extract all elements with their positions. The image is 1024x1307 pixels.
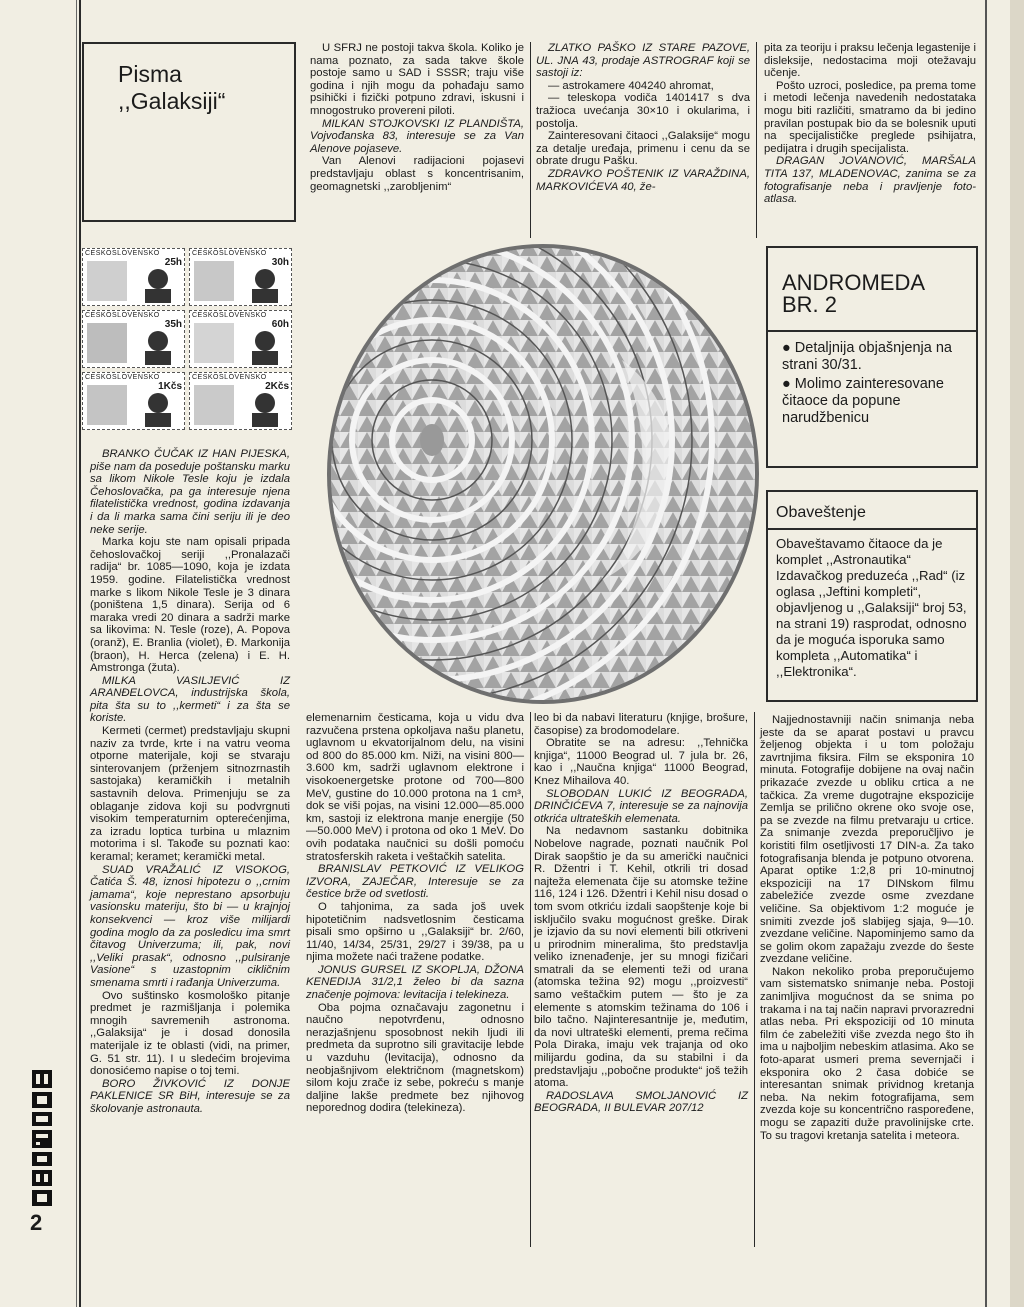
letters-column-2-bottom — [306, 712, 524, 1115]
page-number: 2 — [30, 1210, 43, 1235]
letter-paragraph: ZLATKO PAŠKO IZ STARE PAZOVE, UL. JNA 43, prodaje ASTROGRAF koji se sastoji iz: — [536, 42, 750, 80]
stamp-value: 25h — [164, 257, 182, 268]
notice-bullet: ● Molimo zainteresovane čitaoce da popune narudžbenicu — [782, 376, 944, 426]
column-rule — [754, 712, 755, 1247]
divider — [768, 528, 976, 530]
stamp-portrait-icon — [190, 249, 291, 305]
stamp-country: ČESKOSLOVENSKO — [192, 374, 267, 381]
answer-paragraph: pita za teoriju i praksu lečenja legastenije i disleksije, nedostacima moji otežavaju učenje. — [764, 42, 976, 80]
column-rule — [79, 0, 81, 1307]
answer-paragraph: — astrokamere 404240 ahromat, — [548, 79, 714, 92]
stamp-country: ČESKOSLOVENSKO — [192, 312, 267, 319]
letters-column-4-bottom — [760, 714, 974, 1142]
answer-paragraph: Najjednostavniji način snimanja neba jeste da se aparat postavi u pravcu željenog objekta i u tom položaju zavrtnjima fiksira. Film se eksponira 10 minuta. Fotografije dobijene na ovaj način prikazaće zvezde u obliku crtica a ne tačkica. Za vreme dugotrajne ekspozicije Zemlja se prilično okrene oko svoje ose, pa se zvezde na filmu pretvaraju u crtice. Za snimanje zvezda preporučljivo je koristiti film osetljivosti 17 DIN-a. Za tako fotografisanja blenda je potpuno otvorena. Aparat optike 1:2,8 pri 10-minutnoj ekspoziciji na 17 DINskom filmu zabeležiće zvezde osme zvezdane veličine. Sa objektivom 1:2 moguće je snimiti zvezde još slabijeg sjaja, 9—10. zvezdane veličine. Napominjemo samo da se golim okom zapažaju zvezde do šeste zvezdane veličine. — [760, 714, 974, 966]
bullet-icon: ● — [782, 376, 791, 392]
divider — [768, 330, 976, 332]
answer-paragraph: Van Alenovi radijacioni pojasevi predstavljaju oblast s koncentrisanim, geomagnetski ,,zarobljenim“ — [310, 155, 524, 193]
page-edge — [1010, 0, 1024, 1307]
letter-paragraph: BRANKO ČUČAK IZ HAN PIJESKA, piše nam da poseduje poštansku marku sa likom Nikole Tesle koju je izdala Čehoslovačka, pa ga interesuje njena filatelistička vrednost, godina izdavanja i da li marka sama čini seriju ili je deo neke serije. — [90, 448, 290, 536]
answer-paragraph: O tahjonima, za sada još uvek hipotetičnim nadsvetlosnim česticama pisali smo opširno u ,,Galaksiji“ br. 2/60, 11/40, 14/34, 25/31, 29/27 i 39/38, pa u njima možete naći tražene podatke. — [306, 900, 524, 964]
andromeda-notice-box — [766, 246, 978, 468]
geometric-rosette-illustration — [322, 240, 764, 708]
stamp-country: ČESKOSLOVENSKO — [85, 312, 160, 319]
answer-paragraph: Oba pojma označavaju zagonetnu i naučno nepotvrđenu, odnosno nerazjašnjenu sposobnost nekih ljudi ili predmeta da suprotno sili gravitacije lebde u vazduhu (levitacija), odnosno da neobjašnjivom električnom (magnetskom) silom koju zrače iz sebe, pokreću s manje daljine lakše predmete bez njihovog neporednog dodira (telekineza). — [306, 1001, 524, 1115]
answer-paragraph: Marka koju ste nam opisali pripada čehoslovačkoj seriji ,,Pronalazači radija“ br. 1085—1090, koja je izdata 1959. godine. Filatelistička vrednost marke s likom Nikole Tesle je 3 dinara (poništena 1,5 dinara). Serija od 6 maraka vredi 20 dinara a sadrži marke sa likovima: N. Tesle (roze), A. Popova (oranž), E. Branlia (violet), Đ. Markonija (braon), H. Herca (zelena) i E. H. Amstronga (žuta). — [90, 536, 290, 675]
section-title: ,,Galaksiji“ — [118, 88, 226, 114]
stamp-value: 35h — [164, 319, 182, 330]
column-rule — [530, 42, 531, 238]
notice-title: ANDROMEDA — [782, 270, 926, 295]
letter-paragraph: SLOBODAN LUKIĆ IZ BEOGRADA, DRINČIĆEVA 7, interesuje se za najnovija otkrića ultrateških elemenata. — [534, 787, 748, 825]
column-rule — [756, 42, 757, 238]
notice-bullet: ● Detaljnija objašnjenja na strani 30/31. — [782, 340, 952, 373]
stamp-portrait-icon — [190, 373, 291, 429]
stamp-portrait-icon — [190, 311, 291, 367]
answer-paragraph: — teleskopa vodiča 1401417 s dva tražioca uvećanja 30×10 i okularima, i postolja. — [536, 92, 750, 130]
answer-paragraph: leo bi da nabavi literaturu (knjige, brošure, časopise) za brodomodelare. — [534, 712, 748, 737]
answer-paragraph: elemenarnim česticama, koja u vidu dva razvučena prstena opkoljava našu planetu, uglavnom u ekvatorijalnom delu, na visini od 800 do 85.000 km. Niži, na visini 800—3.600 km, sadrži uglavnom elektrone i visokoenergetske protone od 700—800 MeV, gustine do 10.000 protona na 1 cm³, dok se viši pojas, na visini 12.000—85.000 km, sastoji iz elektrona manje energije (50—50.000 MeV) i protona od oko 1 MeV. Do ovih podataka naučnici su došli pomoću stratosferskih raketa i veštačkih satelita. — [306, 712, 524, 863]
announcement-title: Obaveštenje — [776, 504, 866, 521]
stamp-value: 2Kčs — [265, 381, 289, 392]
stamp-portrait-icon — [83, 311, 184, 367]
stamp-value: 60h — [271, 319, 289, 330]
section-title: Pisma — [118, 61, 182, 87]
stamp-country: ČESKOSLOVENSKO — [85, 250, 160, 257]
letters-column-1 — [90, 448, 290, 1115]
stamp — [189, 248, 292, 306]
letter-paragraph: JONUS GURSEL IZ SKOPLJA, DŽONA KENEDIJA 31/2,1 želeo bi da sazna značenje pojmova: levitacija i telekineza. — [306, 963, 524, 1002]
page-edge — [985, 0, 987, 1307]
stamp-country: ČESKOSLOVENSKO — [192, 250, 267, 257]
column-rule — [530, 712, 531, 1247]
stamp-portrait-icon — [83, 373, 184, 429]
answer-paragraph: Zainteresovani čitaoci ,,Galaksije“ mogu za detalje uređaja, primenu i cenu da se obrate drugu Pašku. — [536, 130, 750, 168]
stamp — [82, 248, 185, 306]
galaksija-spine-logo — [18, 1068, 66, 1208]
bullet-icon: ● — [782, 340, 791, 356]
stamp — [189, 372, 292, 430]
column-rule — [76, 0, 77, 1307]
letters-column-2-top — [310, 42, 524, 193]
letters-column-3-top — [536, 42, 750, 193]
letter-paragraph: MILKAN STOJKOVSKI IZ PLANDIŠTA, Vojvođanska 83, interesuje se za Van Alenove pojaseve. — [310, 117, 524, 155]
answer-paragraph: Ovo suštinsko kosmološko pitanje predmet je razmišljanja i polemika mnogih savremenih astronoma. ,,Galaksija“ je i dosad donosila materijale iz te oblasti (vidi, na primer, G. 51 str. 11). I u sledećim brojevima donosićemo napise o toj temi. — [90, 989, 290, 1078]
stamp-value: 30h — [271, 257, 289, 268]
answer-paragraph: Pošto uzroci, posledice, pa prema tome i metodi lečenja navedenih nedostataka mogu biti različiti, smatramo da bi jedino pravilan postupak bio da se bolesnik uputi na specijalističke preglede psihijatra, pedijatra i drugih specijalista. — [764, 79, 976, 155]
stamp — [82, 372, 185, 430]
letter-paragraph: BORO ŽIVKOVIĆ IZ DONJE PAKLENICE SR BiH, interesuje se za školovanje astronauta. — [90, 1077, 290, 1115]
notice-title: BR. 2 — [782, 292, 838, 317]
section-title-box — [82, 42, 296, 222]
announcement-box — [766, 490, 978, 702]
answer-paragraph: Kermeti (cermet) predstavljaju skupni naziv za tvrde, krte i na vatru veoma otporne materijale, koji se stvaraju sinterovanjem (prženjem sitnozrnastih sastojaka) keramičkih i metalnih sastavnih delova. Primenjuju se za oblaganje zidova koji su podvrgnuti visokim temperaturnim opterećenjima, za izradu loptica turbina u mlaznim motorima i sl. Takođe su poznati kao: keramal; keramet; keramički metal. — [90, 725, 290, 863]
answer-paragraph: Na nedavnom sastanku dobitnika Nobelove nagrade, poznati naučnik Pol Dirak saopštio je da su američki naučnici R. Džentri i T. Kehil, otkrili tri dosad najteža elemenata čije su atomske težine 116, 124 i 126. Džentri i Kehil nisu dosad o tom svom otkriću izdali saopštenje koje bi isključilo svaku mogućnost greške. Dirak je izjavio da su novi elementi bili otkriveni u prirodnim mineralima, što predstavlja veliko iznenađenje, jer su mnogi fizičari smatrali da se elementi teži od urana (atomska težina 92) mogu ,,proizvesti“ samo veštačkim putem — što je za elemente s atomskim težinama do 106 i bilo tačno. Najinteresantnije je, međutim, da novi ultrateški elementi, prema rečima Pola Diraka, imaju vek trajanja od oko milijardu godina, da su stabilni i da predstavljaju ,,pobočne produkte“ još težih atoma. — [534, 825, 748, 1090]
letter-paragraph: DRAGAN JOVANOVIĆ, MARŠALA TITA 137, MLADENOVAC, zanima se za fotografisanje neba i pravljenje foto-atlasa. — [764, 155, 976, 206]
letter-paragraph: RADOSLAVA SMOLJANOVIĆ IZ BEOGRADA, II BULEVAR 207/12 — [534, 1089, 748, 1115]
stamp-country: ČESKOSLOVENSKO — [85, 374, 160, 381]
letters-column-3-bottom — [534, 712, 748, 1115]
stamp-value: 1Kčs — [158, 381, 182, 392]
stamp-sheet — [82, 248, 292, 430]
letter-paragraph: SUAD VRAŽALIĆ IZ VISOKOG, Čatića Š. 48, iznosi hipotezu o ,,crnim jamama“, koje neprestano apsorbuju vasionsku materiju, što bi — u krajnjoj konsekvenci — kroz više milijardi godina moglo da za posledicu ima smrt čitavog Univerzuma; ili, pak, novi ,,Veliki prasak“, odnosno ,,pulsiranje Vasione“ s uzastopnim cikličnim smenama smrti i rađanja Univerzuma. — [90, 863, 290, 989]
letter-paragraph: BRANISLAV PETKOVIĆ IZ VELIKOG IZVORA, ZAJEČAR, Interesuje se za čestice brže od svetlosti. — [306, 863, 524, 901]
answer-paragraph: Obratite se na adresu: ,,Tehnička knjiga“, 11000 Beograd ul. 7 jula br. 26, kao i ,,Naučna knjiga“ 11000 Beograd, Knez Mihailova 40. — [534, 737, 748, 787]
stamp — [189, 310, 292, 368]
letter-paragraph: MILKA VASILJEVIĆ IZ ARANĐELOVCA, industrijska škola, pita šta su to ,,kermeti“ i za šta se koriste. — [90, 674, 290, 725]
stamp-portrait-icon — [83, 249, 184, 305]
letter-paragraph: ZDRAVKO POŠTENIK IZ VARAŽDINA, MARKOVIĆEVA 40, že- — [536, 167, 750, 193]
announcement-text: Obaveštavamo čitaoce da je komplet ,,Astronautika“ Izdavačkog preduzeća ,,Rad“ (iz oglasa ,,Jeftini kompleti“, objavljenog u ,,Galaksiji“ broj 53, na strani 19) rasprodat, odnosno da je moguća isporuka samo kompleta ,,Automatika“ i ,,Elektronika“. — [776, 536, 967, 679]
stamp — [82, 310, 185, 368]
letters-column-4-top — [764, 42, 976, 206]
answer-paragraph: U SFRJ ne postoji takva škola. Koliko je nama poznato, za sada takve škole postoje samo u SAD i SSSR; traju više godina i njih mogu da pohađaju samo psihički i fizički potpuno zdravi, iskusni i mnogostruko provereni piloti. — [310, 42, 524, 117]
answer-paragraph: Nakon nekoliko proba preporučujemo vam sistematsko snimanje neba. Postoji zanimljiva mogućnost da se snima po trakama i na taj način napravi prvorazredni atlas neba. Pri ekspoziciji od 10 minuta film će zabeležiti više zvezda nego što ih ima u najboljim nebeskim atlasima. Ako se foto-aparat usmeri prema severnjači i eksponira oko 2 časa dobiće se interesantan snimak prividnog kretanja neba. Na nekim fotografijama, sem zvezda koje su koncentrično raspoređene, mogu se zapaziti duže pravolinijske crte. To su tragovi kretanja satelita i meteora. — [760, 965, 974, 1142]
